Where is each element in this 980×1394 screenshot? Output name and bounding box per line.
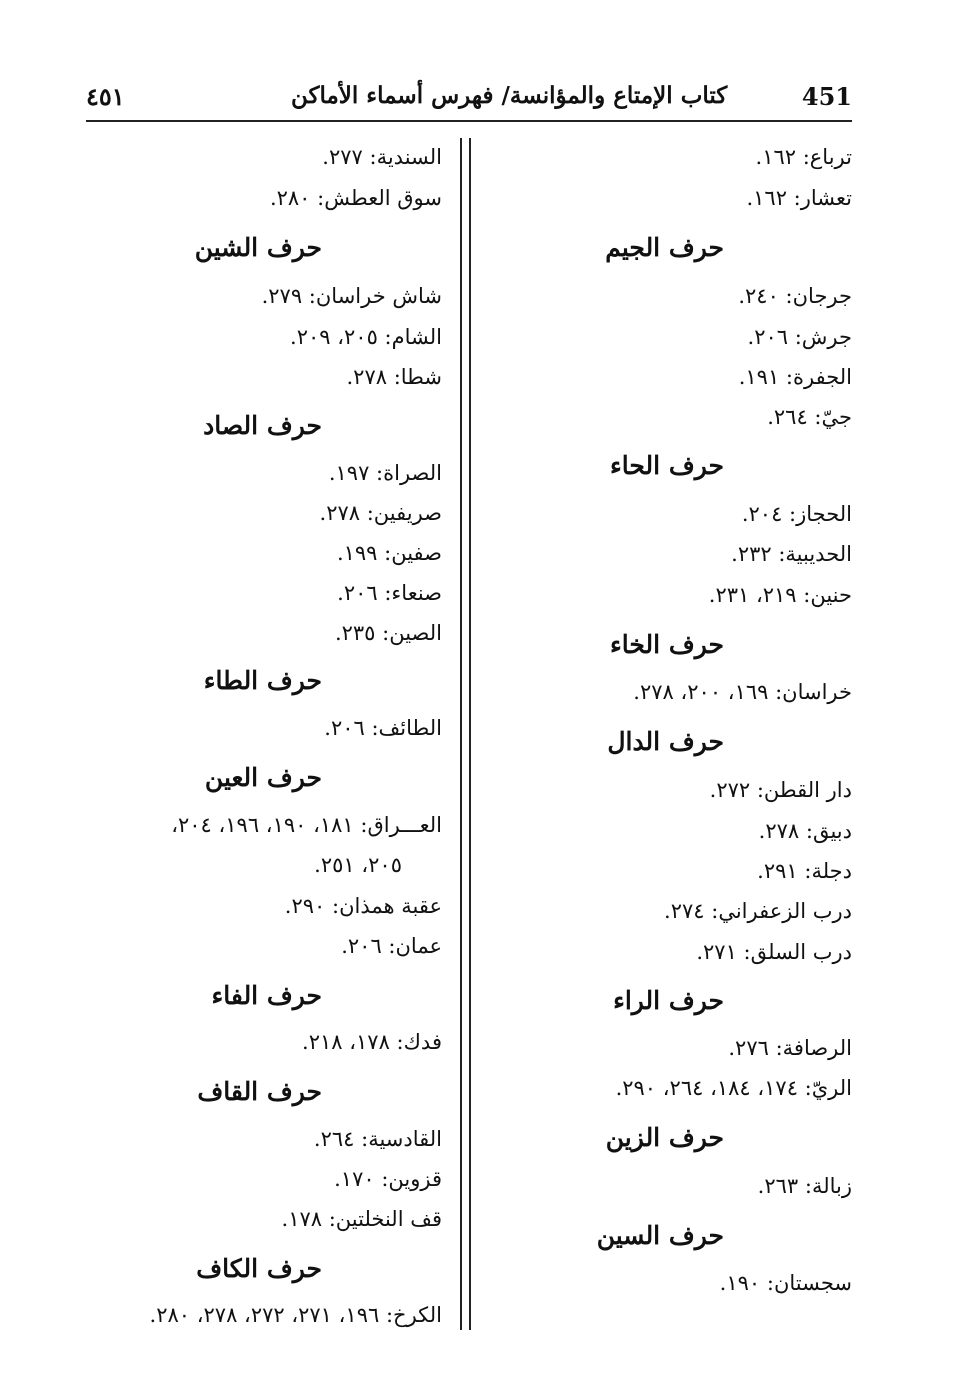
index-entry: ترباع: ١٦٢. [755, 145, 852, 169]
column-divider-right-line [469, 138, 471, 1330]
index-entry: حنين: ٢١٩، ٢٣١. [708, 583, 852, 607]
letter-heading: حرف الراء [613, 986, 724, 1015]
column-divider-left-line [460, 138, 462, 1330]
index-entry: الكرخ: ١٩٦، ٢٧١، ٢٧٢، ٢٧٨، ٢٨٠. [149, 1303, 442, 1327]
index-entry: قف النخلتين: ١٧٨. [281, 1207, 442, 1231]
page-number-arabic: ٤٥١ [86, 82, 125, 111]
index-entry: الحديبية: ٢٣٢. [731, 542, 852, 566]
index-entry: صنعاء: ٢٠٦. [337, 581, 442, 605]
index-entry: الرصافة: ٢٧٦. [728, 1036, 852, 1060]
letter-heading: حرف الدال [607, 727, 724, 756]
index-entry-continuation: ٢٠٥، ٢٥١. [314, 853, 402, 877]
index-entry: سوق العطش: ٢٨٠. [269, 186, 442, 210]
index-entry: عقبة همذان: ٢٩٠. [284, 894, 442, 918]
index-entry: الحجاز: ٢٠٤. [741, 502, 852, 526]
index-entry: الريّ: ١٧٤، ١٨٤، ٢٦٤، ٢٩٠. [615, 1076, 852, 1100]
letter-heading: حرف الكاف [196, 1254, 322, 1283]
index-entry: الصين: ٢٣٥. [334, 621, 442, 645]
index-entry: دجلة: ٢٩١. [757, 859, 852, 883]
page-number-latin: 451 [801, 82, 852, 111]
index-entry: الشام: ٢٠٥، ٢٠٩. [290, 325, 442, 349]
running-title: كتاب الإمتاع والمؤانسة/ فهرس أسماء الأماكن [291, 82, 728, 109]
letter-heading: حرف الجيم [605, 233, 724, 262]
index-entry: دار القطن: ٢٧٢. [709, 778, 852, 802]
index-entry: شاش خراسان: ٢٧٩. [261, 284, 442, 308]
index-entry: دبيق: ٢٧٨. [758, 819, 852, 843]
index-entry: الطائف: ٢٠٦. [324, 716, 442, 740]
letter-heading: حرف الفاء [211, 981, 322, 1010]
index-entry: درب السلق: ٢٧١. [696, 940, 852, 964]
index-entry: جيّ: ٢٦٤. [767, 405, 852, 429]
letter-heading: حرف العين [204, 763, 322, 792]
index-entry: جرش: ٢٠٦. [747, 325, 852, 349]
index-entry: درب الزعفراني: ٢٧٤. [664, 899, 852, 923]
letter-heading: حرف الحاء [610, 451, 724, 480]
index-entry: الجفرة: ١٩١. [738, 365, 852, 389]
letter-heading: حرف الطاء [203, 666, 322, 695]
index-entry: صفين: ١٩٩. [336, 541, 442, 565]
index-entry: شطا: ٢٧٨. [346, 365, 442, 389]
index-entry: خراسان: ١٦٩، ٢٠٠، ٢٧٨. [633, 680, 852, 704]
letter-heading: حرف القاف [197, 1077, 322, 1106]
index-entry: فدك: ١٧٨، ٢١٨. [302, 1030, 442, 1054]
index-entry: سجستان: ١٩٠. [719, 1271, 852, 1295]
header-rule [86, 120, 852, 122]
index-entry: زبالة: ٢٦٣. [757, 1174, 852, 1198]
letter-heading: حرف الزين [605, 1123, 724, 1152]
index-entry: قزوين: ١٧٠. [334, 1167, 442, 1191]
index-entry: العـــراق: ١٨١، ١٩٠، ١٩٦، ٢٠٤، [171, 813, 442, 837]
letter-heading: حرف الصاد [203, 411, 322, 440]
index-entry: صريفين: ٢٧٨. [319, 501, 442, 525]
index-entry: الصراة: ١٩٧. [328, 461, 442, 485]
index-entry: جرجان: ٢٤٠. [738, 284, 852, 308]
index-entry: القادسية: ٢٦٤. [313, 1127, 442, 1151]
letter-heading: حرف الشين [194, 233, 322, 262]
index-entry: عمان: ٢٠٦. [341, 934, 442, 958]
index-entry: السندية: ٢٧٧. [322, 145, 442, 169]
letter-heading: حرف السين [596, 1221, 724, 1250]
letter-heading: حرف الخاء [610, 630, 724, 659]
page-header [86, 76, 852, 116]
index-entry: تعشار: ١٦٢. [746, 186, 852, 210]
